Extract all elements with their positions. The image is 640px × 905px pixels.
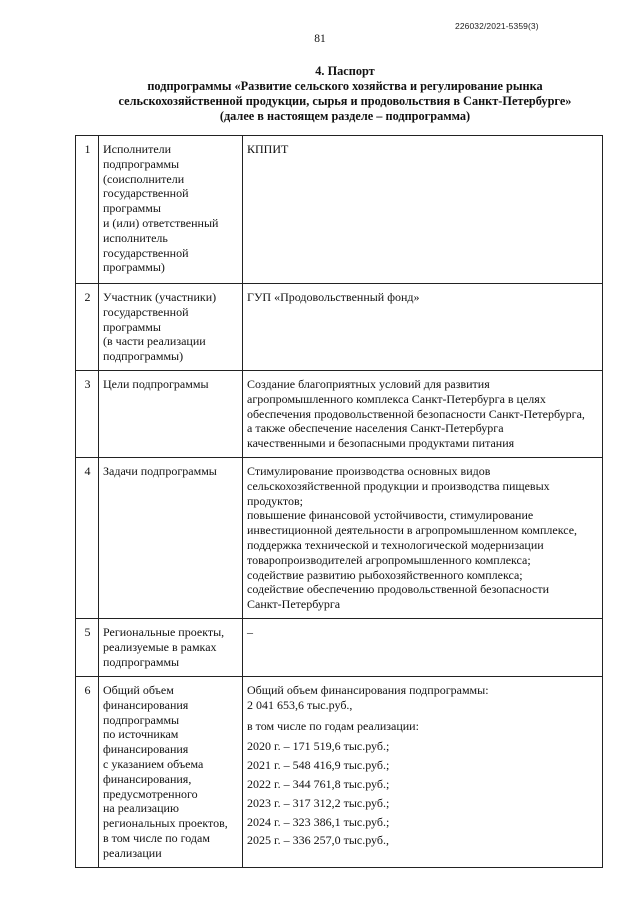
label-line: Региональные проекты,: [103, 624, 225, 639]
value-line: Санкт-Петербурга: [247, 597, 341, 612]
row-label: [99, 457, 243, 618]
table-row: [76, 284, 603, 371]
row-number: 6: [76, 676, 99, 867]
label-line: (соисполнители: [103, 171, 185, 186]
value-line: а также обеспечение населения Санкт-Петербурга: [247, 421, 504, 436]
label-line: на реализацию: [103, 801, 179, 816]
value-line: Стимулирование производства основных видов: [247, 463, 491, 478]
label-line: (в части реализации: [103, 334, 206, 349]
label-line: Задачи подпрограммы: [103, 463, 217, 478]
section-heading: [80, 64, 610, 124]
value-line: содействие обеспечению продовольственной безопасности: [247, 582, 550, 597]
row-label: [99, 676, 243, 867]
label-line: подпрограммы: [103, 712, 180, 727]
label-line: финансирования: [103, 742, 189, 757]
table-row: [76, 457, 603, 618]
funding-year-line: 2020 г. – 171 519,6 тыс.руб.;: [247, 739, 390, 754]
label-line: Исполнители: [103, 142, 172, 156]
label-line: государственной: [103, 245, 189, 260]
row-number: 1: [76, 136, 99, 284]
funding-total-title: Общий объем финансирования подпрограммы:: [247, 682, 489, 697]
funding-total-amount: 2 041 653,6 тыс.руб.,: [247, 697, 353, 712]
label-line: исполнитель: [103, 230, 168, 245]
page-number: 81: [314, 33, 326, 45]
label-line: в том числе по годам: [103, 830, 210, 845]
label-line: Цели подпрограммы: [103, 376, 209, 391]
value-line: товаропроизводителей агропромышленного комплекса;: [247, 552, 531, 567]
label-line: подпрограммы: [103, 156, 180, 171]
label-line: подпрограммы): [103, 349, 184, 364]
label-line: программы: [103, 319, 161, 334]
value-line: агропромышленного комплекса Санкт-Петербурга в целях: [247, 391, 546, 406]
value-line: –: [247, 624, 253, 639]
row-value: [243, 618, 603, 676]
row-label: [99, 618, 243, 676]
row-number: 3: [76, 370, 99, 457]
label-line: реализуемые в рамках: [103, 639, 217, 654]
funding-year-line: 2022 г. – 344 761,8 тыс.руб.;: [247, 776, 390, 791]
row-value: [243, 284, 603, 371]
value-line: качественными и безопасными продуктами питания: [247, 436, 515, 451]
row-number: 4: [76, 457, 99, 618]
label-line: предусмотренного: [103, 786, 198, 801]
value-line: повышение финансовой устойчивости, стимулирование: [247, 508, 534, 523]
row-value: [243, 370, 603, 457]
label-line: реализации: [103, 845, 162, 860]
row-label: [99, 370, 243, 457]
row-number: 5: [76, 618, 99, 676]
label-line: финансирования,: [103, 771, 192, 786]
row-value: [243, 136, 603, 284]
label-line: Участник (участники): [103, 290, 217, 304]
heading-line: 4. Паспорт: [315, 64, 375, 78]
row-label: [99, 136, 243, 284]
row-number: 2: [76, 284, 99, 371]
label-line: и (или) ответственный: [103, 215, 219, 230]
label-line: Общий объем: [103, 682, 174, 697]
table-row: [76, 618, 603, 676]
value-line: инвестиционной деятельности в агропромышленном комплексе,: [247, 523, 578, 538]
label-line: программы: [103, 201, 161, 216]
table-row: [76, 676, 603, 867]
label-line: по источникам: [103, 727, 179, 742]
heading-line: сельскохозяйственной продукции, сырья и продовольствия в Санкт-Петербурге»: [118, 94, 572, 108]
funding-year-line: 2023 г. – 317 312,2 тыс.руб.;: [247, 795, 390, 810]
value-line: сельскохозяйственной продукции и производства пищевых: [247, 478, 550, 493]
row-value: [243, 676, 603, 867]
value-line: обеспечения продовольственной безопасности Санкт-Петербурга,: [247, 406, 585, 421]
row-label: [99, 284, 243, 371]
label-line: государственной: [103, 304, 189, 319]
funding-year-line: 2025 г. – 336 257,0 тыс.руб.,: [247, 833, 389, 848]
value-line: продуктов;: [247, 493, 303, 508]
funding-year-line: 2024 г. – 323 386,1 тыс.руб.;: [247, 814, 390, 829]
value-line: ГУП «Продовольственный фонд»: [247, 290, 420, 304]
table-row: [76, 370, 603, 457]
label-line: программы): [103, 260, 165, 275]
value-line: поддержка технической и технологической модернизации: [247, 537, 544, 552]
heading-line: подпрограммы «Развитие сельского хозяйства и регулирование рынка: [147, 79, 543, 93]
value-line: содействие развитию рыбохозяйственного комплекса;: [247, 567, 523, 582]
label-line: подпрограммы: [103, 654, 180, 669]
label-line: государственной: [103, 186, 189, 201]
table-row: [76, 136, 603, 284]
label-line: региональных проектов,: [103, 816, 228, 831]
value-line: КППИТ: [247, 142, 289, 156]
passport-table: [75, 135, 603, 868]
funding-by-year-intro: в том числе по годам реализации:: [247, 718, 419, 733]
value-line: Создание благоприятных условий для развития: [247, 376, 490, 391]
label-line: с указанием объема: [103, 756, 204, 771]
heading-line: (далее в настоящем разделе – подпрограмма): [219, 109, 471, 123]
label-line: финансирования: [103, 697, 189, 712]
document-id: 226032/2021-5359(3): [455, 21, 539, 31]
funding-year-line: 2021 г. – 548 416,9 тыс.руб.;: [247, 758, 390, 773]
row-value: [243, 457, 603, 618]
